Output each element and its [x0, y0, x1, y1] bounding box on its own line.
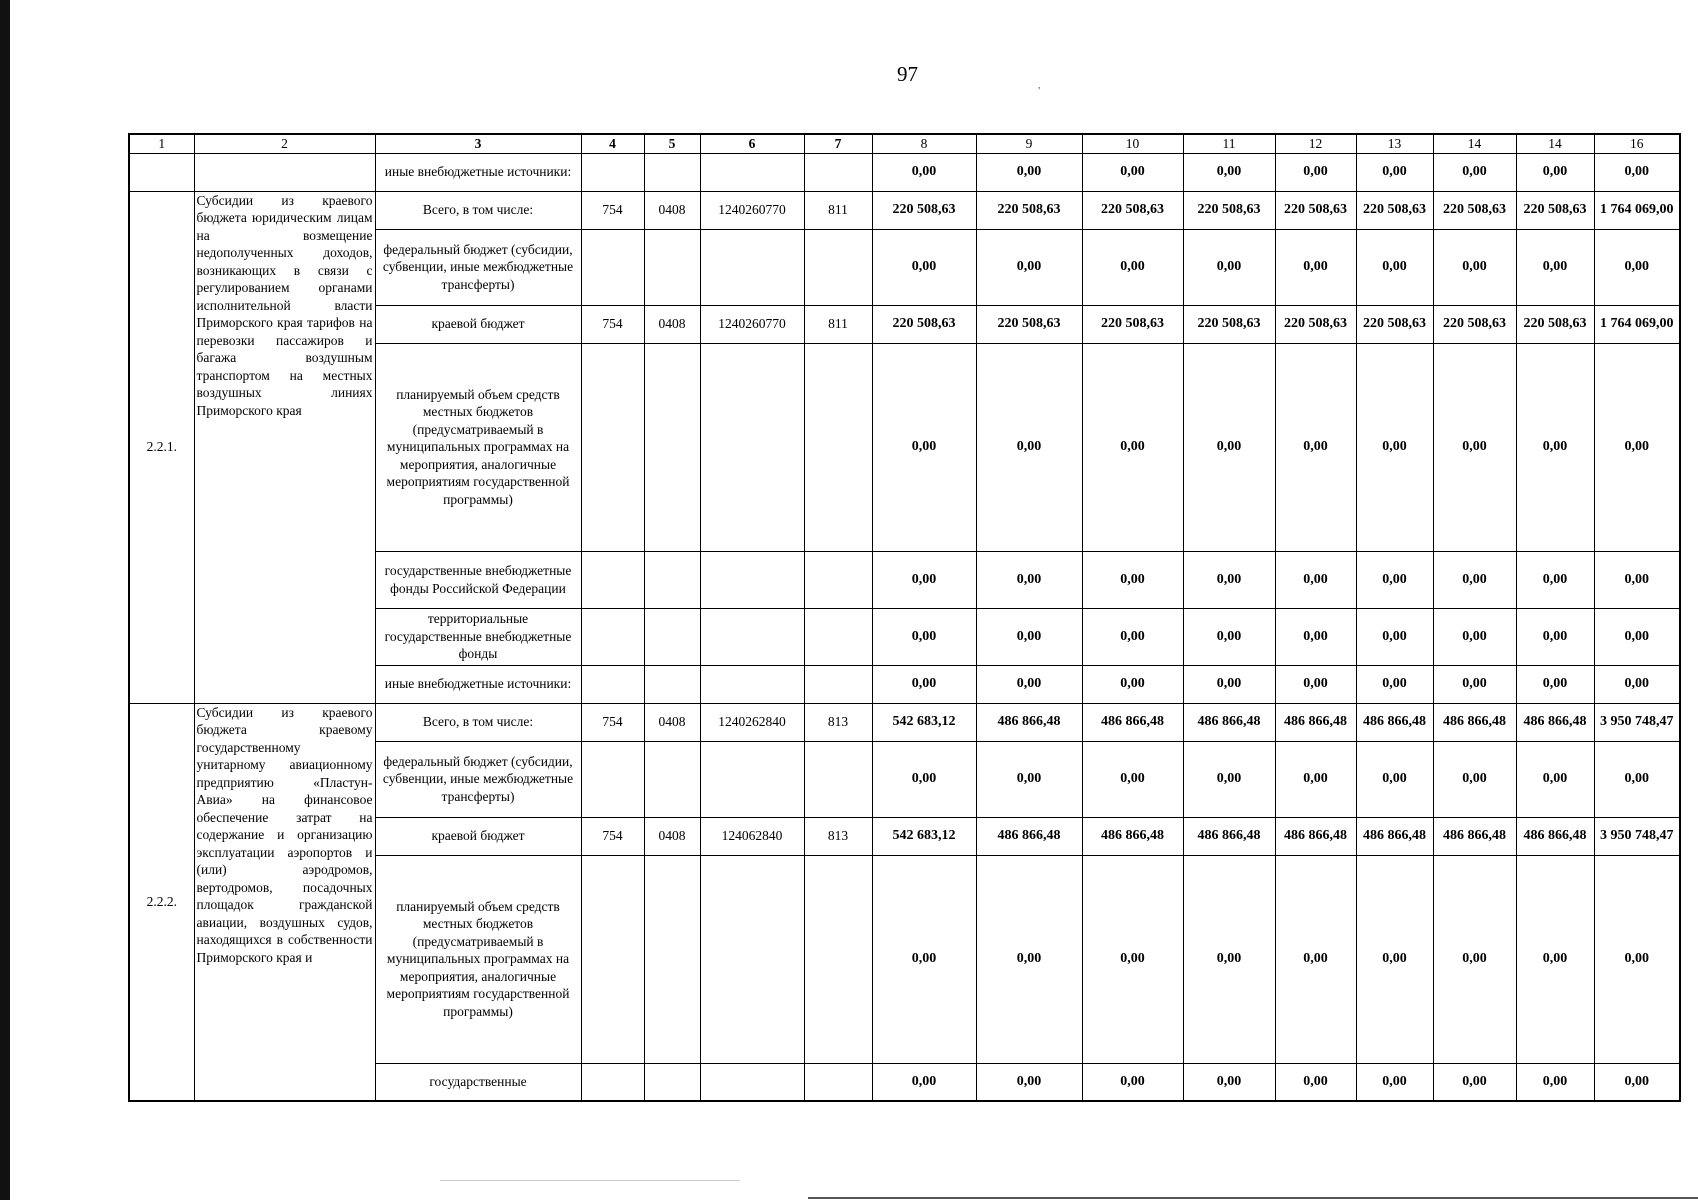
value-cell: 0,00: [976, 343, 1082, 551]
value-cell: 0,00: [1183, 855, 1275, 1063]
code-cell: [700, 343, 804, 551]
code-cell: 0408: [644, 305, 700, 343]
value-cell: 0,00: [1275, 229, 1356, 305]
value-cell: 3 950 748,47: [1594, 817, 1680, 855]
value-cell: 0,00: [1356, 343, 1433, 551]
value-cell: 0,00: [1275, 741, 1356, 817]
code-cell: 811: [804, 191, 872, 229]
header-cell: 3: [375, 134, 581, 153]
value-cell: 0,00: [1594, 665, 1680, 703]
value-cell: 0,00: [872, 229, 976, 305]
value-cell: 220 508,63: [1516, 305, 1594, 343]
value-cell: 220 508,63: [976, 191, 1082, 229]
value-cell: 0,00: [1183, 153, 1275, 191]
header-cell: 6: [700, 134, 804, 153]
value-cell: 486 866,48: [1275, 817, 1356, 855]
funding-source-cell: краевой бюджет: [375, 817, 581, 855]
value-cell: 0,00: [1275, 343, 1356, 551]
value-cell: 0,00: [1356, 153, 1433, 191]
code-cell: [644, 153, 700, 191]
code-cell: [581, 343, 644, 551]
scan-artifact-line: [440, 1180, 740, 1181]
funding-source-cell: Всего, в том числе:: [375, 703, 581, 741]
code-cell: 754: [581, 305, 644, 343]
page-number: 97: [897, 62, 918, 86]
code-cell: [644, 741, 700, 817]
value-cell: 220 508,63: [1433, 305, 1516, 343]
value-cell: 220 508,63: [1082, 191, 1183, 229]
value-cell: 0,00: [1356, 551, 1433, 608]
code-cell: [644, 1063, 700, 1101]
code-cell: [581, 153, 644, 191]
header-cell: 12: [1275, 134, 1356, 153]
header-cell: 14: [1516, 134, 1594, 153]
value-cell: 0,00: [1516, 229, 1594, 305]
value-cell: 0,00: [976, 741, 1082, 817]
code-cell: [804, 153, 872, 191]
value-cell: 0,00: [1433, 229, 1516, 305]
value-cell: 0,00: [1183, 343, 1275, 551]
value-cell: 220 508,63: [976, 305, 1082, 343]
value-cell: 0,00: [1516, 608, 1594, 665]
code-cell: [644, 665, 700, 703]
value-cell: 0,00: [1275, 153, 1356, 191]
code-cell: [644, 608, 700, 665]
value-cell: 0,00: [1433, 665, 1516, 703]
value-cell: 0,00: [1183, 665, 1275, 703]
code-cell: [581, 608, 644, 665]
code-cell: 1240260770: [700, 191, 804, 229]
funding-source-cell: территориальные государственные внебюджетные фонды: [375, 608, 581, 665]
code-cell: [644, 551, 700, 608]
value-cell: 0,00: [1516, 343, 1594, 551]
code-cell: [581, 551, 644, 608]
value-cell: 220 508,63: [1516, 191, 1594, 229]
value-cell: 486 866,48: [1275, 703, 1356, 741]
code-cell: [700, 741, 804, 817]
code-cell: 754: [581, 817, 644, 855]
header-cell: 7: [804, 134, 872, 153]
value-cell: 486 866,48: [976, 817, 1082, 855]
funding-source-cell: государственные внебюджетные фонды Российской Федерации: [375, 551, 581, 608]
value-cell: 0,00: [1356, 229, 1433, 305]
value-cell: 0,00: [1275, 1063, 1356, 1101]
value-cell: 0,00: [1433, 153, 1516, 191]
value-cell: 0,00: [1356, 855, 1433, 1063]
funding-source-cell: иные внебюджетные источники:: [375, 665, 581, 703]
funding-source-cell: государственные: [375, 1063, 581, 1101]
code-cell: 754: [581, 703, 644, 741]
scan-edge: [0, 0, 10, 1200]
header-cell: 14: [1433, 134, 1516, 153]
value-cell: 0,00: [1082, 551, 1183, 608]
header-cell: 1: [129, 134, 194, 153]
value-cell: 0,00: [1082, 1063, 1183, 1101]
item-description-cell: Субсидии из краевого бюджета юридическим лицам на возмещение недополученных доходов, возникающих в связи с регулированием органами исполнительной власти Приморского края тарифов на перевозки пассажиров и багажа воздушным транспортом на местных воздушных линиях Приморского края: [194, 191, 375, 703]
header-cell: 8: [872, 134, 976, 153]
value-cell: 0,00: [1082, 343, 1183, 551]
value-cell: 0,00: [1183, 229, 1275, 305]
table-row: [129, 153, 1680, 191]
code-cell: [804, 343, 872, 551]
code-cell: 124062840: [700, 817, 804, 855]
code-cell: [804, 741, 872, 817]
value-cell: 0,00: [1516, 741, 1594, 817]
value-cell: 220 508,63: [1183, 191, 1275, 229]
table-header-row: [129, 134, 1680, 153]
value-cell: 486 866,48: [1516, 703, 1594, 741]
value-cell: 0,00: [1516, 551, 1594, 608]
value-cell: 486 866,48: [1183, 817, 1275, 855]
code-cell: [644, 343, 700, 551]
header-cell: 16: [1594, 134, 1680, 153]
value-cell: 542 683,12: [872, 703, 976, 741]
value-cell: 0,00: [1433, 551, 1516, 608]
item-number-cell: 2.2.2.: [129, 703, 194, 1101]
value-cell: 0,00: [1516, 1063, 1594, 1101]
code-cell: [700, 665, 804, 703]
value-cell: 220 508,63: [1275, 191, 1356, 229]
code-cell: [700, 1063, 804, 1101]
header-cell: 2: [194, 134, 375, 153]
value-cell: 0,00: [872, 665, 976, 703]
code-cell: [700, 608, 804, 665]
value-cell: 0,00: [1183, 551, 1275, 608]
value-cell: 0,00: [1082, 608, 1183, 665]
code-cell: [644, 855, 700, 1063]
header-cell: 13: [1356, 134, 1433, 153]
value-cell: 0,00: [872, 153, 976, 191]
value-cell: 0,00: [1183, 741, 1275, 817]
code-cell: [804, 1063, 872, 1101]
value-cell: 0,00: [872, 1063, 976, 1101]
value-cell: 220 508,63: [1433, 191, 1516, 229]
item-description-cell: Субсидии из краевого бюджета краевому государственному унитарному авиационному предприятию «Пластун-Авиа» на финансовое обеспечение затрат на содержание и организацию эксплуатации аэропортов и (или) аэродромов, вертодромов, посадочных площадок гражданской авиации, воздушных судов, находящихся в собственности Приморского края и: [194, 703, 375, 1101]
code-cell: [804, 608, 872, 665]
value-cell: 0,00: [1594, 153, 1680, 191]
value-cell: 0,00: [1516, 665, 1594, 703]
value-cell: 0,00: [1356, 741, 1433, 817]
value-cell: 0,00: [1275, 608, 1356, 665]
value-cell: 0,00: [1433, 741, 1516, 817]
funding-source-cell: краевой бюджет: [375, 305, 581, 343]
value-cell: 0,00: [1082, 855, 1183, 1063]
value-cell: 0,00: [872, 551, 976, 608]
code-cell: [581, 741, 644, 817]
value-cell: 220 508,63: [1183, 305, 1275, 343]
value-cell: 486 866,48: [1356, 703, 1433, 741]
value-cell: 0,00: [1082, 665, 1183, 703]
value-cell: 542 683,12: [872, 817, 976, 855]
value-cell: 486 866,48: [1433, 817, 1516, 855]
value-cell: 0,00: [976, 608, 1082, 665]
code-cell: [804, 551, 872, 608]
value-cell: 0,00: [976, 153, 1082, 191]
value-cell: 486 866,48: [976, 703, 1082, 741]
value-cell: 0,00: [1183, 1063, 1275, 1101]
value-cell: 486 866,48: [1356, 817, 1433, 855]
funding-source-cell: федеральный бюджет (субсидии, субвенции, иные межбюджетные трансферты): [375, 741, 581, 817]
value-cell: 0,00: [976, 855, 1082, 1063]
value-cell: 0,00: [1594, 229, 1680, 305]
item-number-cell: 2.2.1.: [129, 191, 194, 703]
value-cell: 0,00: [872, 855, 976, 1063]
header-cell: 9: [976, 134, 1082, 153]
value-cell: 1 764 069,00: [1594, 305, 1680, 343]
value-cell: 486 866,48: [1516, 817, 1594, 855]
value-cell: 0,00: [1594, 608, 1680, 665]
header-cell: 10: [1082, 134, 1183, 153]
value-cell: 0,00: [1356, 1063, 1433, 1101]
value-cell: 220 508,63: [872, 305, 976, 343]
budget-table: [128, 133, 1681, 1102]
value-cell: 0,00: [976, 1063, 1082, 1101]
value-cell: 0,00: [1594, 551, 1680, 608]
funding-source-cell: планируемый объем средств местных бюджетов (предусматриваемый в муниципальных программах на мероприятия, аналогичные мероприятиям государственной программы): [375, 343, 581, 551]
value-cell: 220 508,63: [1356, 305, 1433, 343]
value-cell: 0,00: [1356, 665, 1433, 703]
code-cell: 813: [804, 703, 872, 741]
value-cell: 220 508,63: [1082, 305, 1183, 343]
value-cell: 486 866,48: [1183, 703, 1275, 741]
value-cell: 0,00: [1183, 608, 1275, 665]
value-cell: 0,00: [1594, 741, 1680, 817]
value-cell: 0,00: [872, 608, 976, 665]
value-cell: 0,00: [1433, 343, 1516, 551]
value-cell: 0,00: [1594, 1063, 1680, 1101]
value-cell: 0,00: [1082, 741, 1183, 817]
value-cell: 0,00: [1433, 1063, 1516, 1101]
value-cell: 486 866,48: [1082, 817, 1183, 855]
value-cell: 0,00: [1516, 153, 1594, 191]
page-bottom-rule: [808, 1197, 1698, 1199]
value-cell: 486 866,48: [1433, 703, 1516, 741]
value-cell: 0,00: [1275, 855, 1356, 1063]
value-cell: 220 508,63: [872, 191, 976, 229]
value-cell: 486 866,48: [1082, 703, 1183, 741]
value-cell: 0,00: [1356, 608, 1433, 665]
code-cell: 0408: [644, 703, 700, 741]
table-row: [129, 703, 1680, 741]
value-cell: 0,00: [872, 343, 976, 551]
value-cell: 0,00: [872, 741, 976, 817]
value-cell: 0,00: [1082, 229, 1183, 305]
code-cell: [700, 153, 804, 191]
value-cell: 0,00: [1275, 551, 1356, 608]
funding-source-cell: федеральный бюджет (субсидии, субвенции, иные межбюджетные трансферты): [375, 229, 581, 305]
value-cell: 0,00: [976, 229, 1082, 305]
value-cell: 220 508,63: [1275, 305, 1356, 343]
funding-source-cell: планируемый объем средств местных бюджетов (предусматриваемый в муниципальных программах на мероприятия, аналогичные мероприятиям государственной программы): [375, 855, 581, 1063]
value-cell: 0,00: [1516, 855, 1594, 1063]
value-cell: 0,00: [1594, 855, 1680, 1063]
value-cell: 0,00: [976, 551, 1082, 608]
value-cell: 0,00: [1433, 608, 1516, 665]
value-cell: 0,00: [1275, 665, 1356, 703]
code-cell: 0408: [644, 817, 700, 855]
code-cell: [700, 551, 804, 608]
funding-source-cell: Всего, в том числе:: [375, 191, 581, 229]
header-cell: 11: [1183, 134, 1275, 153]
item-description-cell: [194, 153, 375, 191]
value-cell: 220 508,63: [1356, 191, 1433, 229]
code-cell: [581, 855, 644, 1063]
value-cell: 1 764 069,00: [1594, 191, 1680, 229]
code-cell: [581, 1063, 644, 1101]
code-cell: 1240262840: [700, 703, 804, 741]
code-cell: 1240260770: [700, 305, 804, 343]
header-cell: 4: [581, 134, 644, 153]
funding-source-cell: иные внебюджетные источники:: [375, 153, 581, 191]
code-cell: 811: [804, 305, 872, 343]
value-cell: 0,00: [1082, 153, 1183, 191]
scan-speck: ,: [1038, 80, 1041, 91]
value-cell: 0,00: [1594, 343, 1680, 551]
value-cell: 3 950 748,47: [1594, 703, 1680, 741]
item-number-cell: [129, 153, 194, 191]
code-cell: 813: [804, 817, 872, 855]
code-cell: [804, 855, 872, 1063]
value-cell: 0,00: [1433, 855, 1516, 1063]
code-cell: [804, 229, 872, 305]
table-row: [129, 191, 1680, 229]
code-cell: [581, 229, 644, 305]
code-cell: [700, 855, 804, 1063]
code-cell: [581, 665, 644, 703]
code-cell: [644, 229, 700, 305]
code-cell: 0408: [644, 191, 700, 229]
code-cell: 754: [581, 191, 644, 229]
code-cell: [700, 229, 804, 305]
value-cell: 0,00: [976, 665, 1082, 703]
header-cell: 5: [644, 134, 700, 153]
code-cell: [804, 665, 872, 703]
